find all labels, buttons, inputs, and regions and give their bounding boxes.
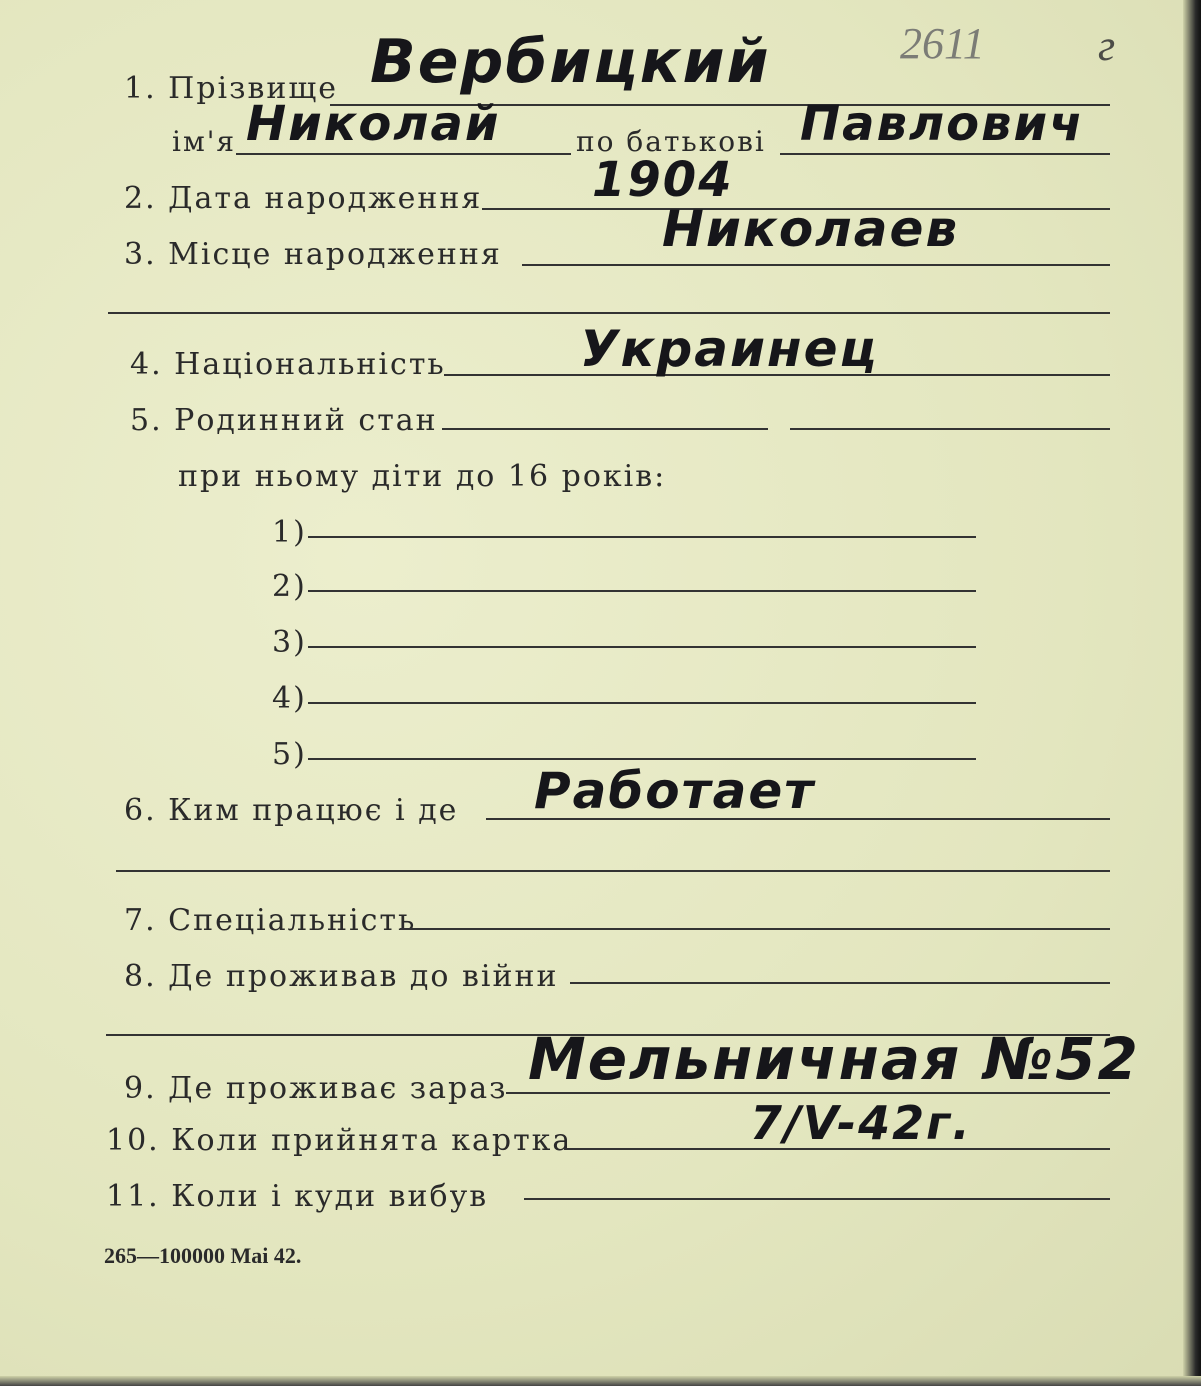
specialty-line — [400, 928, 1110, 930]
departed-label: 11. Коли і куди вибув — [106, 1179, 489, 1214]
children-heading: при ньому діти до 16 років: — [178, 459, 667, 494]
child-1-line — [308, 536, 976, 538]
card-accepted-label: 10. Коли прийнята картка — [106, 1123, 573, 1158]
first-name-label: ім'я — [172, 125, 237, 158]
surname-value: Вербицкий — [370, 27, 771, 97]
birth-place-line — [522, 264, 1110, 266]
family-status-line-a — [442, 428, 768, 430]
patronymic-value: Павлович — [800, 96, 1085, 152]
current-residence-value: Мельничная №52 — [528, 1025, 1140, 1093]
occupation-line-2 — [116, 870, 1110, 872]
current-residence-label: 9. Де проживає зараз — [124, 1071, 508, 1106]
occupation-label: 6. Ким працює і де — [124, 793, 459, 828]
surname-label: 1. Прізвище — [124, 71, 339, 106]
child-3-line — [308, 646, 976, 648]
family-status-line-b — [790, 428, 1110, 430]
first-name-line — [236, 153, 571, 155]
archive-number: 2611 — [900, 19, 985, 68]
prewar-residence-line — [570, 982, 1110, 984]
child-2-label: 2) — [272, 569, 307, 604]
birth-date-label: 2. Дата народження — [124, 181, 483, 216]
scan-edge-right — [1183, 0, 1201, 1386]
print-code: 265—100000 Mai 42. — [104, 1243, 302, 1268]
patronymic-line — [780, 153, 1110, 155]
birth-place-line-2 — [108, 312, 1110, 314]
nationality-label: 4. Національність — [130, 347, 446, 382]
scan-edge-bottom — [0, 1376, 1201, 1386]
child-3-label: 3) — [272, 625, 307, 660]
archive-mark: г — [1098, 21, 1116, 70]
departed-line — [524, 1198, 1110, 1200]
birth-date-value: 1904 — [592, 152, 734, 208]
specialty-label: 7. Спеціальність — [124, 903, 417, 938]
child-4-line — [308, 702, 976, 704]
first-name-value: Николай — [246, 96, 501, 152]
child-4-label: 4) — [272, 681, 307, 716]
birth-place-label: 3. Місце народження — [124, 237, 502, 272]
child-5-label: 5) — [272, 737, 307, 772]
birth-place-value: Николаев — [662, 200, 960, 258]
family-status-label: 5. Родинний стан — [130, 403, 438, 438]
prewar-residence-label: 8. Де проживав до війни — [124, 959, 559, 994]
nationality-value: Украинец — [580, 320, 879, 378]
child-1-label: 1) — [272, 515, 307, 550]
occupation-value: Работает — [534, 762, 816, 820]
child-5-line — [308, 758, 976, 760]
patronymic-label: по батькові — [576, 125, 766, 158]
child-2-line — [308, 590, 976, 592]
card-accepted-value: 7/V-42г. — [750, 1096, 972, 1150]
